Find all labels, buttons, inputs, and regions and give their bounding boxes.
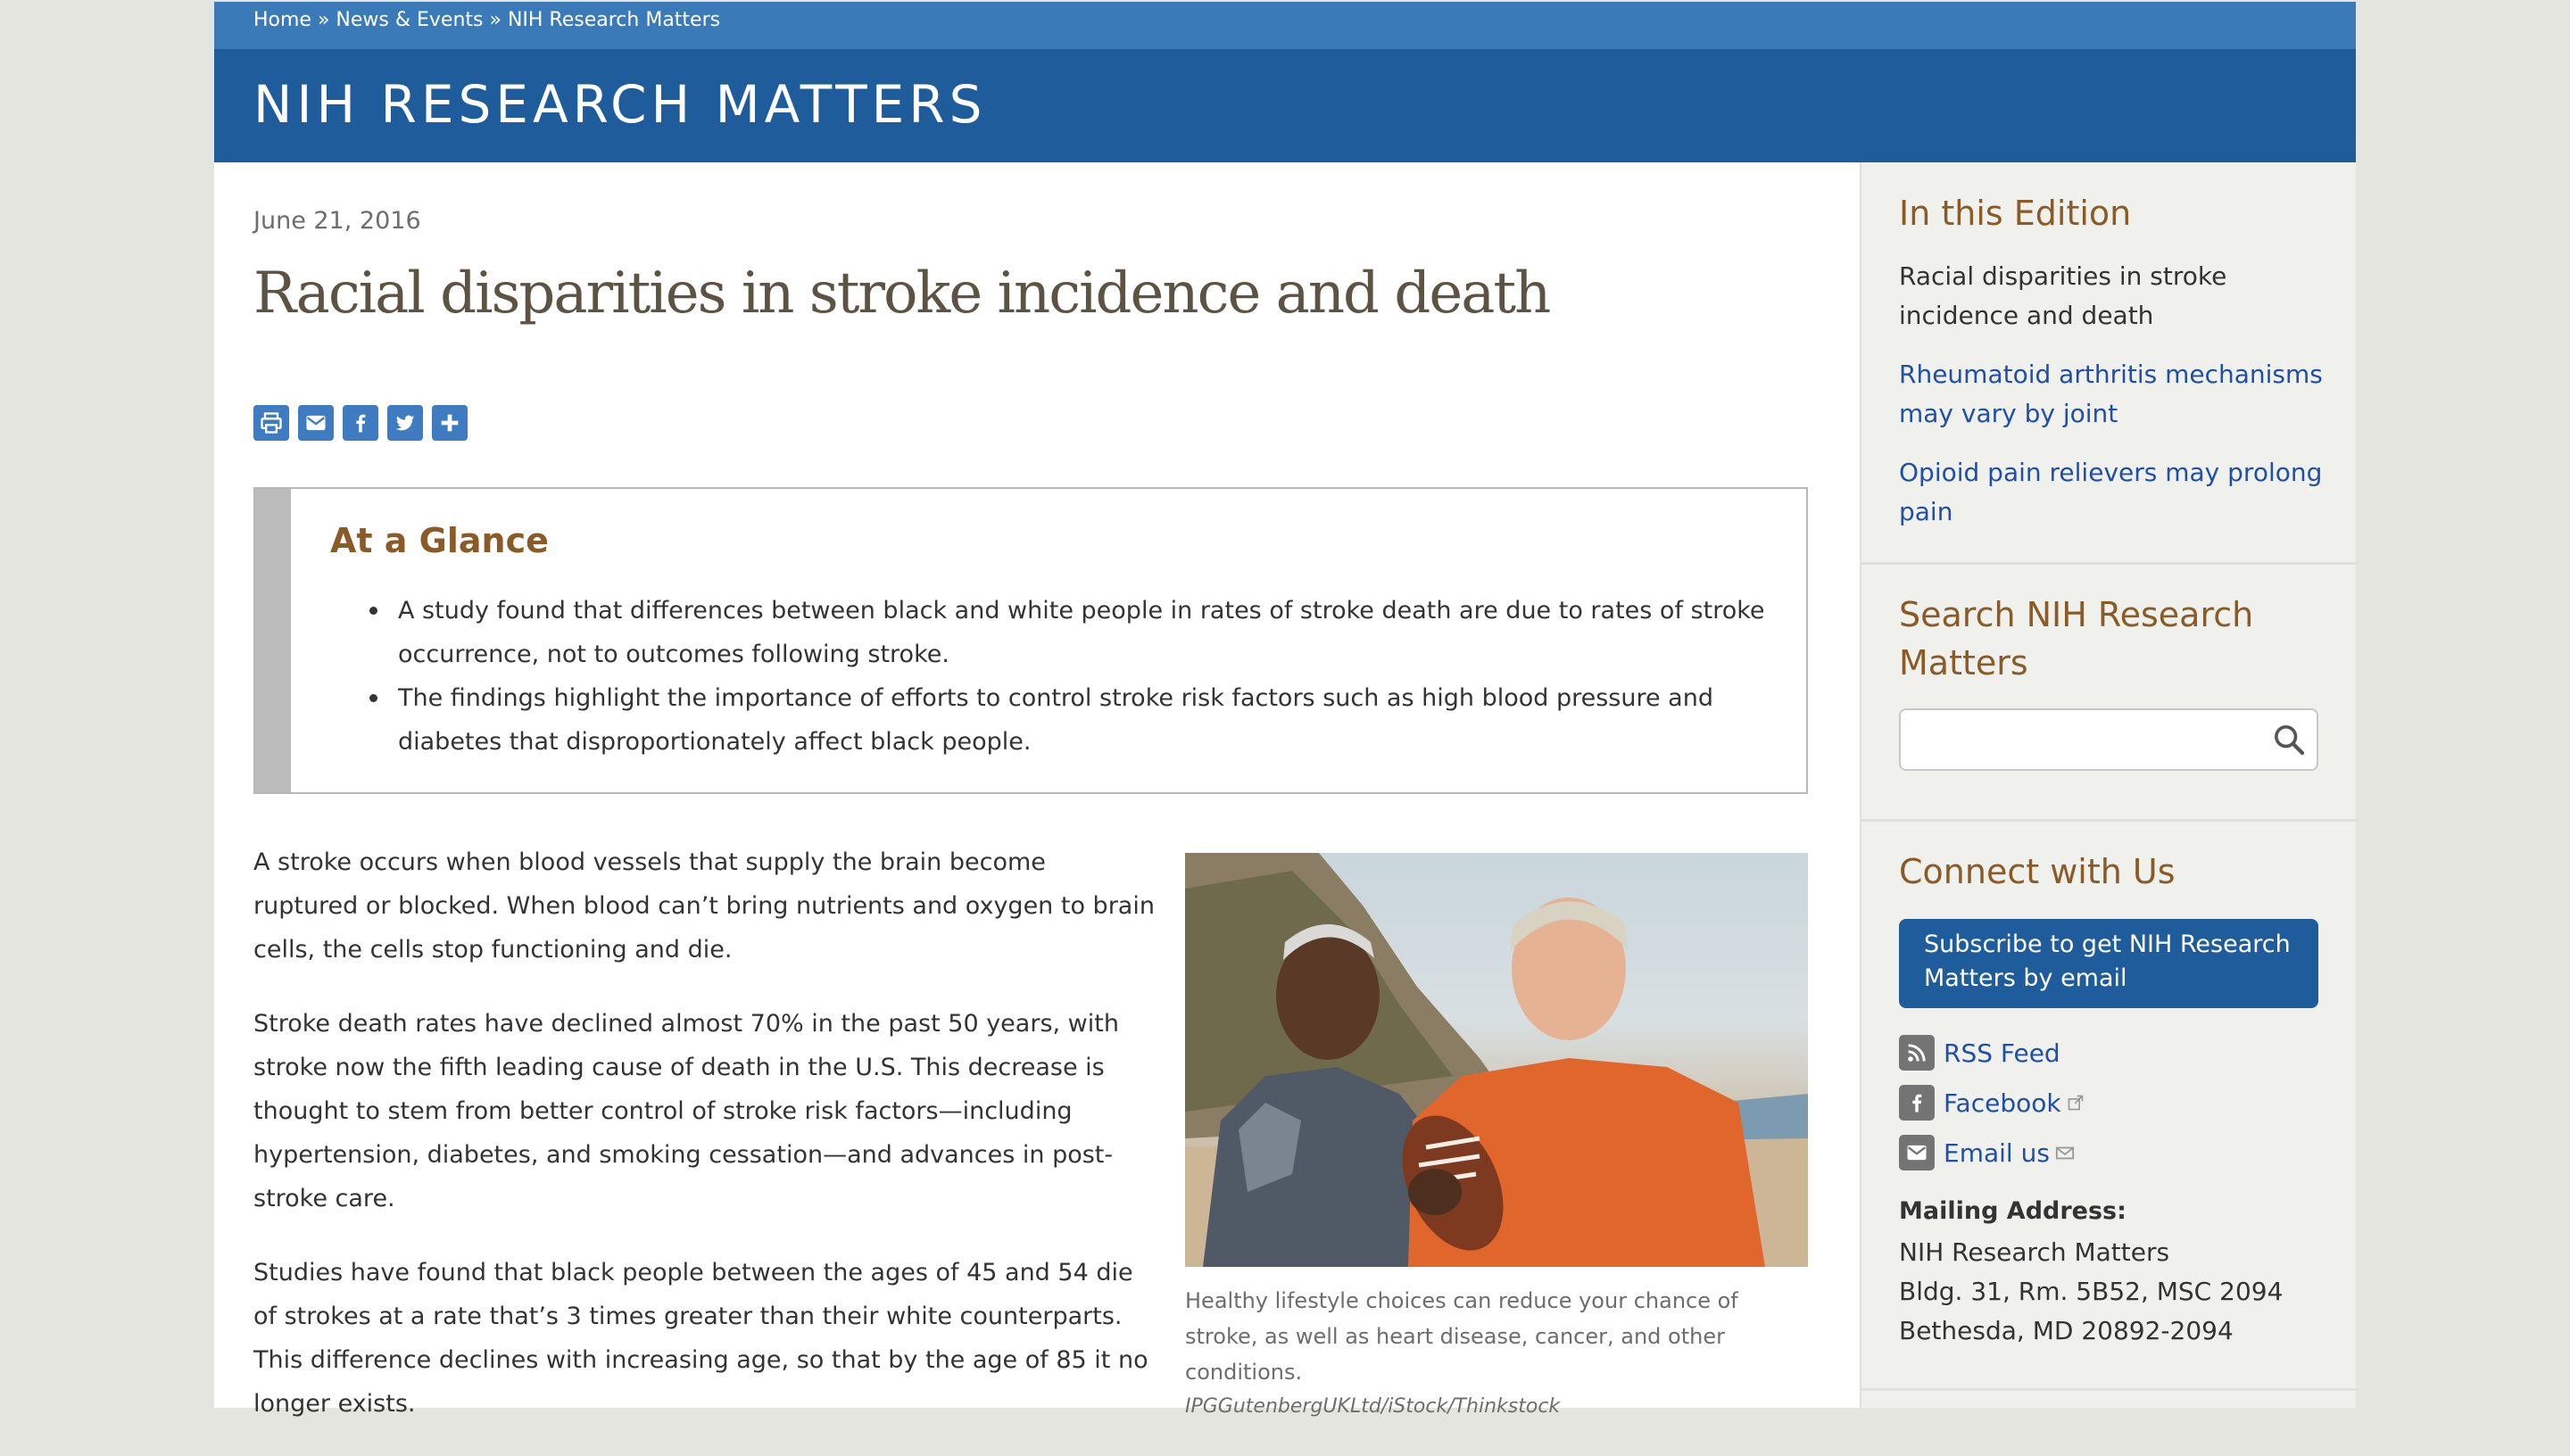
main-content bbox=[214, 162, 1858, 1418]
subscribe-email-button[interactable]: Subscribe to get NIH Research Matters by email bbox=[1899, 919, 2318, 1008]
edition-heading: In this Edition bbox=[1899, 194, 2132, 233]
print-button[interactable] bbox=[253, 405, 289, 441]
rss-feed-link[interactable] bbox=[1899, 1033, 2060, 1072]
facebook-icon bbox=[348, 410, 373, 435]
sidebar-divider bbox=[1861, 562, 2358, 565]
article-title: Racial disparities in stroke incidence and death bbox=[253, 261, 1550, 327]
email-share-button[interactable] bbox=[298, 405, 334, 441]
twitter-share-button[interactable] bbox=[387, 405, 423, 441]
external-link-icon bbox=[2067, 1094, 2085, 1112]
article-paragraph: Stroke death rates have declined almost 70% in the past 50 years, with stroke now the fifth leading cause of death in the U.S. This decrease is thought to stem from better control of stroke risk factors—including hypertension, diabetes, and smoking cessation—and advances in post-stroke care. bbox=[253, 1010, 1119, 1212]
breadcrumb-news-link[interactable]: News & Events bbox=[336, 9, 484, 31]
article-figure bbox=[1185, 853, 1808, 1424]
glance-list bbox=[362, 589, 1772, 764]
figure-credit: IPGGutenbergUKLtd/iStock/Thinkstock bbox=[1185, 1395, 1561, 1418]
connect-heading: Connect with Us bbox=[1899, 852, 2176, 891]
article-paragraph: Studies have found that black people between the ages of 45 and 54 die of strokes at a rate that’s 3 times greater than their white counterparts. This difference declines with increasing age, so that by the age of 85 it no longer exists. bbox=[253, 1259, 1148, 1418]
page bbox=[214, 0, 2356, 1418]
mailing-address-label: Mailing Address: bbox=[1899, 1197, 2126, 1225]
photo-illustration bbox=[1185, 853, 1808, 1267]
mailing-address-line: Bethesda, MD 20892-2094 bbox=[1899, 1316, 2234, 1345]
more-share-button[interactable] bbox=[432, 405, 468, 441]
facebook-share-button[interactable] bbox=[343, 405, 378, 441]
email-us-link[interactable] bbox=[1899, 1133, 2075, 1172]
edition-link-rheumatoid[interactable]: Rheumatoid arthritis mechanisms may vary by joint bbox=[1899, 360, 2323, 428]
plus-icon bbox=[437, 410, 462, 435]
glance-accent-bar bbox=[255, 489, 291, 792]
site-title-link[interactable]: NIH RESEARCH MATTERS bbox=[253, 74, 987, 135]
rss-icon bbox=[1904, 1040, 1929, 1065]
facebook-icon-box bbox=[1899, 1085, 1935, 1121]
sidebar-divider bbox=[1861, 819, 2358, 822]
article-photo bbox=[1185, 853, 1808, 1267]
glance-title: At a Glance bbox=[330, 521, 549, 560]
facebook-label: Facebook bbox=[1944, 1088, 2061, 1118]
sidebar bbox=[1860, 162, 2356, 1408]
sidebar-divider bbox=[1861, 1388, 2358, 1391]
edition-current-article: Racial disparities in stroke incidence and death bbox=[1899, 261, 2227, 330]
search-icon bbox=[2271, 722, 2307, 757]
mail-link-icon bbox=[2055, 1145, 2075, 1161]
email-us-label: Email us bbox=[1944, 1138, 2050, 1168]
glance-item: The findings highlight the importance of efforts to control stroke risk factors such as high blood pressure and diabetes that disproportionately affect black people. bbox=[362, 676, 1772, 764]
search-button[interactable] bbox=[2267, 719, 2311, 760]
email-icon bbox=[1904, 1140, 1929, 1165]
facebook-icon bbox=[1904, 1090, 1929, 1115]
mailing-address-line: NIH Research Matters bbox=[1899, 1237, 2170, 1267]
edition-link-opioid[interactable]: Opioid pain relievers may prolong pain bbox=[1899, 458, 2323, 526]
site-banner bbox=[214, 49, 2356, 162]
article-paragraph: A stroke occurs when blood vessels that supply the brain become ruptured or blocked. When blood can’t bring nutrients and oxygen to brain cells, the cells stop functioning and die. bbox=[253, 848, 1155, 964]
search-input[interactable] bbox=[1910, 719, 2249, 760]
article-date: June 21, 2016 bbox=[253, 207, 421, 235]
article-body bbox=[253, 840, 1155, 1456]
breadcrumb-separator: » bbox=[311, 9, 336, 31]
search-box bbox=[1899, 708, 2318, 771]
breadcrumb-separator: » bbox=[483, 9, 508, 31]
search-heading: Search NIH Research Matters bbox=[1899, 595, 2254, 682]
breadcrumb-home-link[interactable]: Home bbox=[253, 9, 311, 31]
at-a-glance-box bbox=[253, 487, 1808, 794]
print-icon bbox=[259, 410, 284, 435]
facebook-link[interactable] bbox=[1899, 1083, 2085, 1122]
email-icon-box bbox=[1899, 1135, 1935, 1171]
mailing-address-line: Bldg. 31, Rm. 5B52, MSC 2094 bbox=[1899, 1277, 2284, 1306]
breadcrumb bbox=[253, 9, 720, 31]
rss-feed-label: RSS Feed bbox=[1944, 1038, 2060, 1068]
figure-caption: Healthy lifestyle choices can reduce your chance of stroke, as well as heart disease, cancer, and other conditions. bbox=[1185, 1288, 1738, 1385]
twitter-icon bbox=[393, 410, 418, 435]
rss-icon-box bbox=[1899, 1035, 1935, 1071]
glance-item: A study found that differences between black and white people in rates of stroke death are due to rates of stroke occurrence, not to outcomes following stroke. bbox=[362, 589, 1772, 676]
email-icon bbox=[303, 410, 328, 435]
breadcrumb-bar bbox=[214, 0, 2356, 49]
breadcrumb-current: NIH Research Matters bbox=[507, 9, 721, 31]
